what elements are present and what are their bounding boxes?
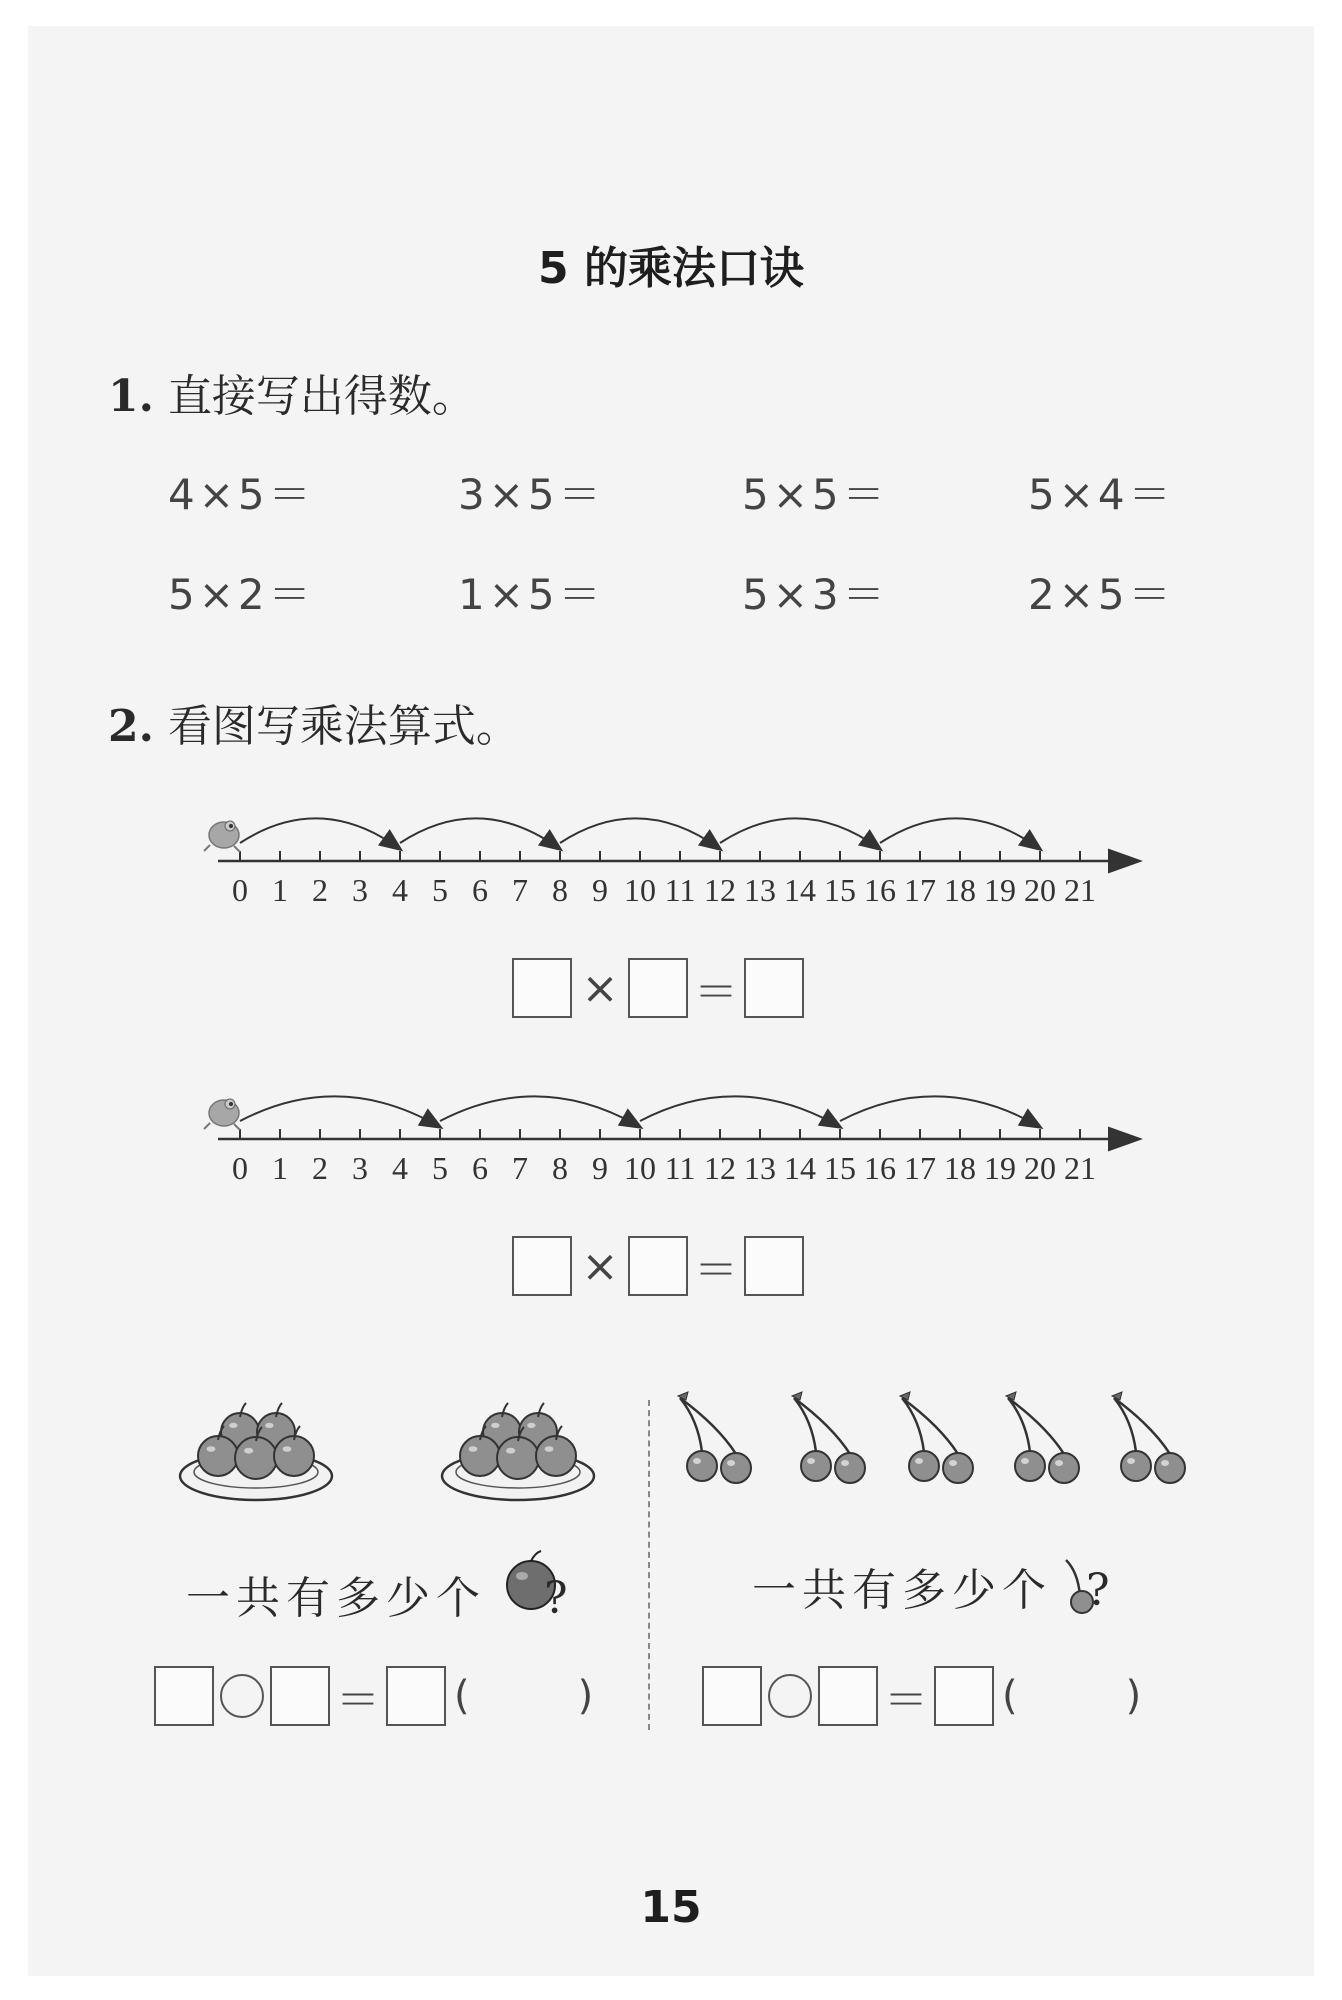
answer-box[interactable] (702, 1666, 762, 1726)
tick-label: 14 (784, 872, 816, 908)
tick-label: 16 (864, 1150, 896, 1186)
tick-label: 5 (432, 872, 448, 908)
problem-1: 4×5＝ (168, 470, 315, 519)
tick-label: 4 (392, 872, 408, 908)
tick-label: 1 (272, 872, 288, 908)
cherry-pair (1006, 1392, 1079, 1483)
tick-label: 7 (512, 1150, 528, 1186)
tick-label: 4 (392, 1150, 408, 1186)
answer-box[interactable] (818, 1666, 878, 1726)
open-paren: ( (1002, 1673, 1018, 1719)
dashed-divider (648, 1400, 650, 1730)
apple-plate (442, 1403, 594, 1500)
operator-circle[interactable] (220, 1674, 264, 1718)
equals-sign: ＝ (694, 967, 738, 1018)
operator-circle[interactable] (768, 1674, 812, 1718)
tick-label: 11 (664, 872, 696, 908)
apple-plates (180, 1403, 594, 1500)
tick-label: 3 (352, 872, 368, 908)
tick-label: 18 (944, 1150, 976, 1186)
tick-label: 13 (744, 872, 776, 908)
tick-label: 11 (664, 1150, 696, 1186)
problem-6: 1×5＝ (458, 570, 605, 619)
tick-label: 0 (232, 872, 248, 908)
tick-label: 2 (312, 872, 328, 908)
tick-label: 8 (552, 872, 568, 908)
problem-3: 5×5＝ (742, 470, 889, 519)
tick-label: 5 (432, 1150, 448, 1186)
tick-label: 21 (1064, 1150, 1096, 1186)
tick-label: 20 (1024, 872, 1056, 908)
tick-label: 19 (984, 872, 1016, 908)
tick-label: 18 (944, 872, 976, 908)
cherry-groups (678, 1392, 1185, 1483)
apple-question-text: 一共有多少个 (186, 1573, 486, 1624)
cherry-pair (900, 1392, 973, 1483)
apple-plate (180, 1403, 332, 1500)
tick-label: 19 (984, 1150, 1016, 1186)
tick-label: 16 (864, 872, 896, 908)
tick-label: 21 (1064, 872, 1096, 908)
cherry-question-text: 一共有多少个 (752, 1565, 1052, 1616)
tick-label: 6 (472, 1150, 488, 1186)
section-2-number: 2. (108, 701, 154, 752)
tick-label: 3 (352, 1150, 368, 1186)
open-paren: ( (454, 1673, 470, 1719)
answer-box[interactable] (270, 1666, 330, 1726)
tick-label: 7 (512, 872, 528, 908)
tick-label: 12 (704, 872, 736, 908)
section-2-text: 看图写乘法算式。 (167, 701, 520, 752)
tick-label: 10 (624, 872, 656, 908)
tick-label: 17 (904, 872, 936, 908)
tick-label: 14 (784, 1150, 816, 1186)
tick-label: 10 (624, 1150, 656, 1186)
tick-label: 15 (824, 1150, 856, 1186)
close-paren: ) (577, 1673, 594, 1719)
times-sign: × (581, 1240, 619, 1292)
tick-label: 8 (552, 1150, 568, 1186)
tick-label: 6 (472, 872, 488, 908)
cherry-question (752, 1554, 1116, 1618)
equals-sign: ＝ (884, 1675, 928, 1726)
tick-label: 0 (232, 1150, 248, 1186)
section-1-text: 直接写出得数。 (167, 371, 476, 422)
problem-7: 5×3＝ (742, 570, 889, 619)
apple-answer-row (154, 1664, 593, 1728)
problem-8: 2×5＝ (1028, 570, 1175, 619)
tick-label: 20 (1024, 1150, 1056, 1186)
answer-box[interactable] (386, 1666, 446, 1726)
close-paren: ) (1125, 1673, 1142, 1719)
problem-2: 3×5＝ (458, 470, 605, 519)
times-sign: × (581, 962, 619, 1014)
equals-sign: ＝ (694, 1245, 738, 1296)
tick-label: 2 (312, 1150, 328, 1186)
tick-label: 12 (704, 1150, 736, 1186)
cherry-answer-row (702, 1664, 1141, 1728)
tick-label: 15 (824, 872, 856, 908)
section-1-number: 1. (108, 371, 154, 422)
tick-label: 9 (592, 872, 608, 908)
problem-4: 5×4＝ (1028, 470, 1175, 519)
cherry-question-mark: ? (1086, 1565, 1116, 1616)
cherry-pair (1112, 1392, 1185, 1483)
cherry-pair (792, 1392, 865, 1483)
tick-label: 13 (744, 1150, 776, 1186)
tick-label: 1 (272, 1150, 288, 1186)
answer-box[interactable] (934, 1666, 994, 1726)
equals-sign: ＝ (336, 1675, 380, 1726)
tick-label: 17 (904, 1150, 936, 1186)
apple-question-mark: ? (544, 1573, 574, 1624)
tick-label: 9 (592, 1150, 608, 1186)
problem-5: 5×2＝ (168, 570, 315, 619)
cherry-pair (678, 1392, 751, 1483)
page-number: 15 (640, 1882, 702, 1933)
answer-box[interactable] (154, 1666, 214, 1726)
apple-question (186, 1562, 574, 1626)
page-title: 5 的乘法口诀 (538, 243, 804, 294)
